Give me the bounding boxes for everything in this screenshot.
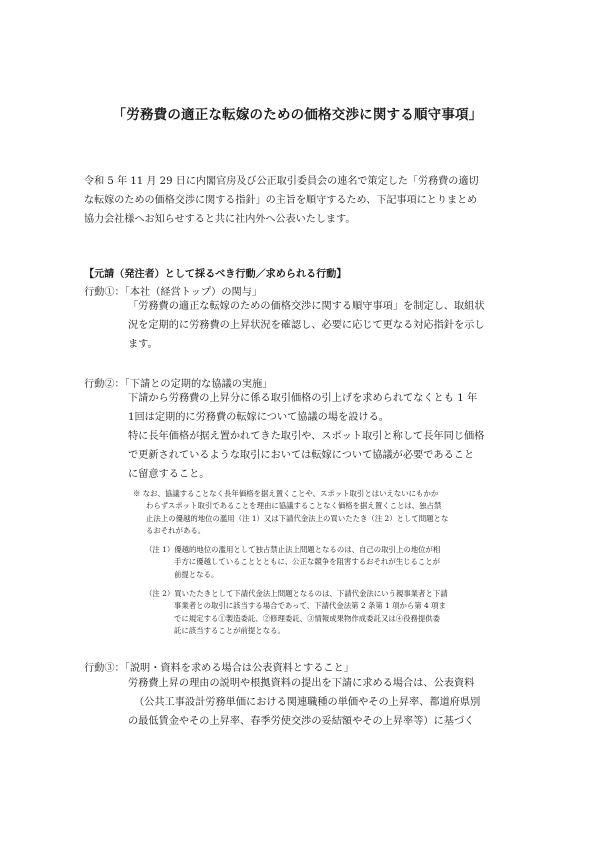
note-line: 手方に優越していることとともに、公正な競争を阻害するおそれが生じることが [174,557,441,567]
page-title: 「労務費の適正な転嫁のための価格交渉に関する順守事項」 [112,107,483,123]
intro-paragraph [84,173,514,229]
action2-label: 行動②：「下請との定期的な協議の実施」 [84,379,273,390]
note-line: 止法上の優越的地位の濫用（注 1）又は下請代金法上の買いたたき（注 2）として問題とな [146,513,449,523]
action3-body [128,674,480,731]
body-line: に留意すること。 [128,469,210,480]
body-line: の最低賃金やその上昇率、春季労使交渉の妥結額やその上昇率等）に基づく [128,716,475,727]
note-line: 事業者との取引に該当する場合であって、下請代金法第 2 条第 1 項から第 4 項ま [174,601,446,611]
intro-line: 協力会社様へお知らせすると共に社内外へ公表いたします。 [84,213,356,225]
section-heading: 【元請（発注者）として採るべき行動／求められる行動】 [84,269,347,280]
footnote-2 [145,588,448,637]
action2-note [133,488,448,537]
note-line: でに規定する①製造委託、②修理委託、③情報成果物作成委託又は④役務提供委 [174,613,441,623]
body-line: 況を定期的に労務費の上昇状況を確認し、必要に応じて更なる対応指針を示し [128,320,485,331]
body-line: 労務費上昇の理由の説明や根拠資料の提出を下請に求める場合は、公表資料 [128,678,475,689]
body-line: 下請から労務費の上昇分に係る取引価格の引上げを求められてなくとも 1 年 [128,393,478,404]
note-line: ※ なお、協議することなく長年価格を据え置くことや、スポット取引とはいえないにもかか [133,489,439,498]
action3-label: 行動③：「説明・資料を求める場合は公表資料とすること」 [84,663,354,674]
note-line: 前提となる。 [174,569,219,579]
action1-body [128,297,485,354]
body-line: 1回は定期的に労務費の転嫁について協議の場を設ける。 [128,412,389,423]
footnote-1 [145,544,440,581]
note-line: 託に該当することが前提となる。 [174,625,285,635]
body-line: で更新されているような取引においては転嫁について協議が必要であること [128,450,475,461]
note-line: （注 2）買いたたきとして下請代金法上問題となるのは、下請代金法にいう親事業者と下請 [145,589,448,598]
note-line: わらずスポット取引であることを理由に協議することなく価格を据え置くことは、独占禁 [146,501,442,511]
action2-body [128,389,484,484]
note-line: るおそれがある。 [146,525,206,535]
body-line: 「労務費の適正な転嫁のための価格交渉に関する順守事項」を制定し、取組状 [128,301,485,312]
action1-label: 行動①：「本社（経営トップ）の関与」 [84,287,263,298]
intro-line: な転嫁のための価格交渉に関する指針」の主旨を順守するため、下記事項にとりまとめ [84,194,478,206]
body-line: （公共工事設計労務単価における関連職種の単価やその上昇率、都道府県別 [134,697,481,708]
body-line: ます。 [128,339,158,350]
note-line: （注 1）優越的地位の濫用として独占禁止法上問題となるのは、自己の取引上の地位が相 [145,545,441,554]
body-line: 特に長年価格が据え置かれてきた取引や、スポット取引と称して長年同じ価格 [128,431,485,442]
intro-line: 令和 5 年 11 月 29 日に内閣官房及び公正取引委員会の連名で策定した「労務費の適切 [84,176,479,187]
